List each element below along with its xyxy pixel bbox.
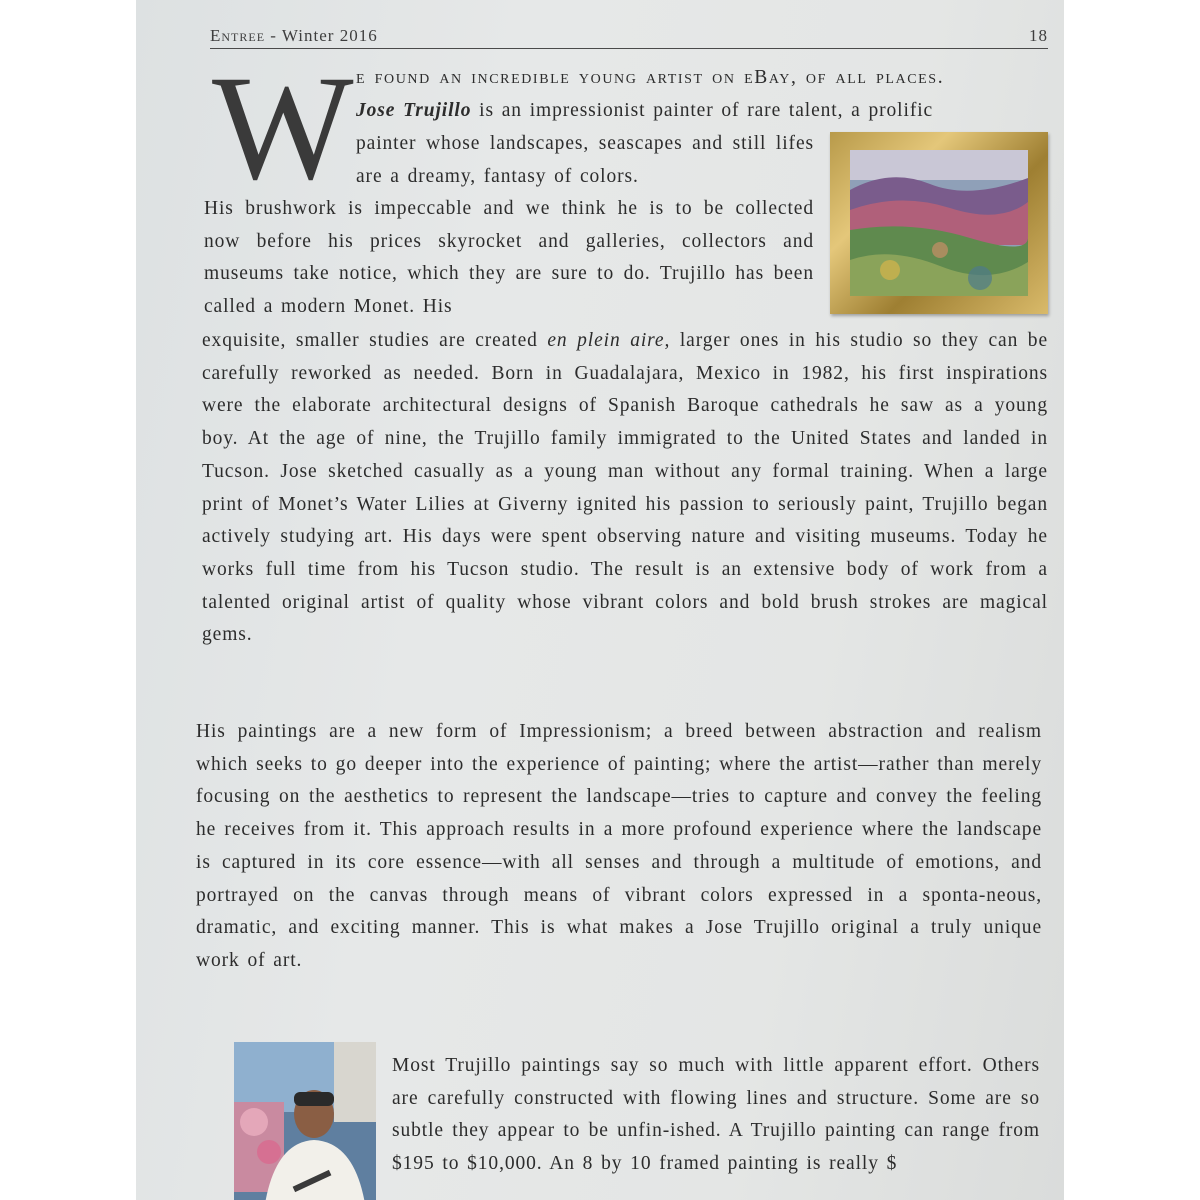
intro-line (356, 62, 1048, 127)
page-number: 18 (1029, 26, 1048, 45)
magazine-page (136, 0, 1064, 1200)
publication-name: Entree (210, 26, 266, 45)
paragraph-2: His paintings are a new form of Impressionism; a breed between abstraction and realism which seeks to go deeper into the experience of painting; where the artist—rather than merely focusing on the aesthetics to represent the landscape—tries to capture and convey the feeling he receives from it. This approach results in a more profound experience where the landscape is captured in its core essence—with all senses and through a multitude of emotions, and portrayed on the canvas through means of vibrant colors expressed in a sponta-neous, dramatic, and exciting manner. This is what makes a Jose Trujillo original a truly unique work of art. (196, 721, 1042, 971)
issue-date: Winter 2016 (281, 26, 378, 45)
paragraph-1-end-start: exquisite, smaller studies are created (202, 330, 548, 351)
artist-name: Jose Trujillo (356, 99, 472, 121)
paragraph-3: Most Trujillo paintings say so much with little apparent effort. Others are carefully constructed with flowing lines and structure. Some are so subtle they appear to be unfin-ished. A Trujillo painting can range from $195 to $10,000. An 8 by 10 framed painting is really $ (392, 1055, 1040, 1175)
artist-portrait-photo (234, 1042, 376, 1200)
landscape-painting-image (850, 150, 1028, 296)
paragraph-1-end (202, 325, 1048, 652)
paragraph-1-middle: His brushwork is impeccable and we think he is to be collected now before his prices skyrocket and galleries, collectors and museums take notice, which they are sure to do. Trujillo has been called a modern Monet. His (204, 198, 814, 318)
paragraph-1-end-rest: larger ones in his studio so they can be carefully reworked as needed. Born in Guadalajara, Mexico in 1982, his first inspirations were the elaborate architectural designs of Spanish Baroque cathedrals he saw as a young boy. At the age of nine, the Trujillo family immigrated to the United States and landed in Tucson. Jose sketched casually as a young man without any formal training. When a large print of Monet’s Water Lilies at Giverny ignited his passion to seriously paint, Trujillo began actively studying art. His days were spent observing nature and visiting museums. Today he works full time from his Tucson studio. The result is an extensive body of work from a talented original artist of quality whose vibrant colors and bold brush strokes are magical gems. (202, 330, 1049, 646)
header-separator: - (270, 26, 277, 45)
artist-portrait-image (234, 1042, 376, 1200)
paragraph-1-wrap: painter whose landscapes, seascapes and still lifes are a dreamy, fantasy of colors. (356, 133, 814, 187)
en-plein-aire: en plein aire, (547, 330, 671, 351)
intro-continuation: is an impressionist painter of rare talent, a prolific (471, 99, 934, 121)
header-title (210, 26, 378, 46)
intro-small-caps: e found an incredible young artist on eBay, of all places. (356, 67, 945, 88)
drop-cap: W (212, 45, 354, 211)
framed-landscape-painting (830, 132, 1048, 314)
